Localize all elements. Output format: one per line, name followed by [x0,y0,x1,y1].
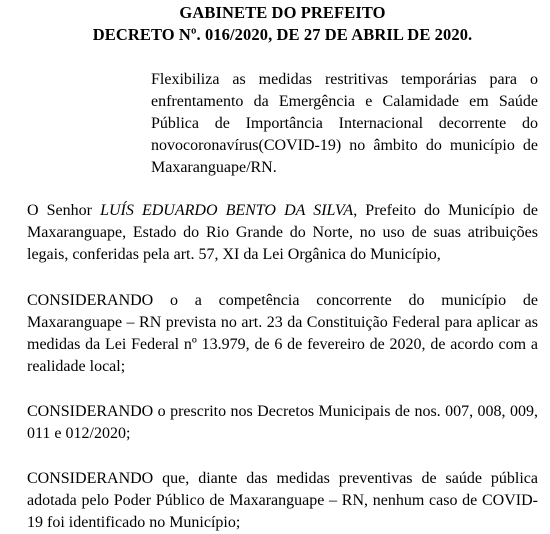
considerando-paragraph-1: CONSIDERANDO o a competência concorrente do município de Maxaranguape – RN prevista no art. 23 da Constituição Federal para aplicar as medidas da Lei Federal nº 13.979, de 6 de fevereiro de 2020, de acordo com a realidade local; [27,292,538,375]
mayor-name: LUÍS EDUARDO BENTO DA SILVA [100,202,354,219]
decree-ementa: Flexibiliza as medidas restritivas temporárias para o enfrentamento da Emergência e Calamidade em Saúde Pública de Importância Internacional decorrente do novocoronavírus(COVID-19) no âmbito do município de Maxaranguape/RN. [151,71,538,176]
preamble-rest: , Prefeito do Município de Maxaranguape, Estado do Rio Grande do Norte, no uso de suas atribuições legais, conferidas pela art. 57, XI da Lei Orgânica do Município, [27,202,538,263]
considerando-paragraph-2: CONSIDERANDO o prescrito nos Decretos Municipais de nos. 007, 008, 009, 011 e 012/2020; [27,403,538,442]
considerando-paragraph-3: CONSIDERANDO que, diante das medidas preventivas de saúde pública adotada pelo Poder Público de Maxaranguape – RN, nenhum caso de COVID-19 foi identificado no Município; [27,470,538,531]
office-title: GABINETE DO PREFEITO [179,3,386,22]
decree-title: DECRETO Nº. 016/2020, DE 27 DE ABRIL DE 2020. [92,25,473,44]
preamble-paragraph [27,200,538,266]
preamble-lead: O Senhor [27,202,101,219]
document-page [27,0,538,534]
